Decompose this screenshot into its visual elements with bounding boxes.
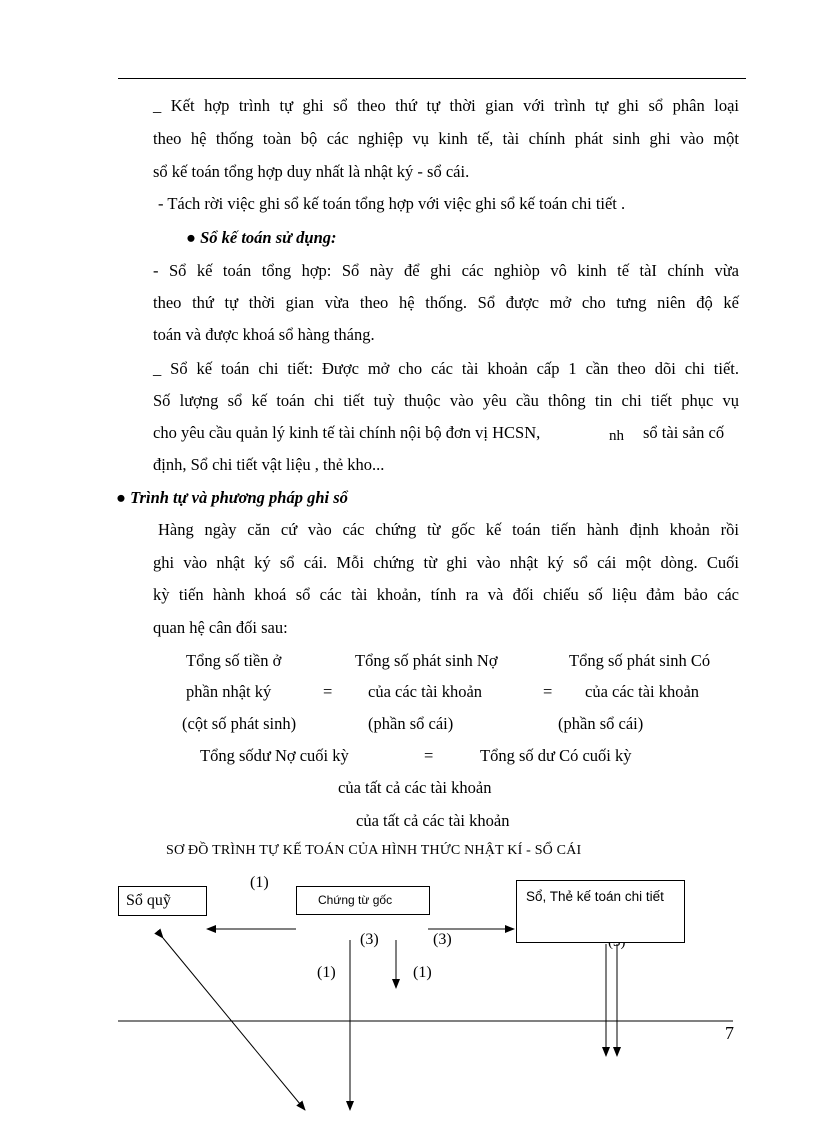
formula-1-col-b-line-3: (phần sổ cái) [368,714,454,733]
paragraph-4-line-3c: sổ tài sản cố [643,423,725,442]
box-so-quy-label: Sổ quỹ [126,892,171,909]
formula-1-col-c-line-3: (phần sổ cái) [558,714,644,733]
paragraph-3-line-1: - Sổ kế toán tổng hợp: Sổ này để ghi các nghiòp vô kinh tế tàI chính vừa [153,261,739,280]
paragraph-4-line-2: Số lượng sổ kế toán chi tiết tuỳ thuộc vào yêu cầu thông tin chi tiết phục vụ [153,391,739,410]
formula-2-sub-2: của tất cả các tài khoản [356,811,510,830]
formula-1-col-a-line-3: (cột số phát sinh) [182,714,297,733]
paragraph-4-line-3b: nh [609,428,624,444]
formula-1-equals-1: = [323,682,333,701]
paragraph-5-line-2: ghi vào nhật ký sổ cái. Mỗi chứng từ ghi vào nhật ký sổ cái một dòng. Cuối [153,553,739,572]
label-1-right: (1) [413,964,432,981]
paragraph-1-line-1: _ Kết hợp trình tự ghi sổ theo thứ tự thời gian với trình tự ghi sổ phân loại [153,96,739,115]
box-so-the-label: Sổ, Thẻ kế toán chi tiết [526,889,664,904]
box-chung-tu-goc [296,886,430,915]
paragraph-5-line-4: quan hệ cân đối sau: [153,618,288,637]
paragraph-1-line-3: sổ kế toán tổng hợp duy nhất là nhật ký - sổ cái. [153,162,470,181]
page-number: 7 [725,1023,734,1043]
paragraph-2: - Tách rời việc ghi sổ kế toán tổng hợp với việc ghi sổ kế toán chi tiết . [158,194,626,213]
formula-2-right: Tổng số dư Có cuối kỳ [480,746,632,765]
box-so-the-ke-toan-chi-tiet [516,880,685,943]
formula-1-col-b-line-2: của các tài khoản [368,682,483,701]
formula-2-left: Tổng sốdư Nợ cuối kỳ [200,746,349,765]
section-heading-accounting-books: ● Sổ kế toán sử dụng: [186,228,337,247]
formula-1-col-c-line-1: Tổng số phát sinh Có [569,651,711,670]
formula-2-sub-1: của tất cả các tài khoản [338,778,492,797]
diagram-title: SƠ ĐỒ TRÌNH TỰ KẾ TOÁN CỦA HÌNH THỨC NHẬT KÍ - SỔ CÁI [166,843,582,858]
formula-1-col-a-line-1: Tổng số tiền ở [186,651,282,670]
paragraph-4-line-3a: cho yêu cầu quản lý kinh tế tài chính nội bộ đơn vị HCSN, [153,423,541,442]
paragraph-4-line-4: định, Sổ chi tiết vật liệu , thẻ kho... [153,455,385,474]
diagonal-arrow-line [163,938,305,1110]
formula-2-equals: = [424,746,434,765]
label-3-left: (3) [360,931,379,948]
box-chung-tu-goc-label: Chứng từ gốc [318,893,393,907]
formula-1-col-b-line-1: Tổng số phát sinh Nợ [355,651,498,670]
label-1-left: (1) [317,964,336,981]
label-1-top: (1) [250,874,269,891]
formula-1-col-a-line-2: phần nhật ký [186,682,272,701]
formula-1-equals-2: = [543,682,553,701]
paragraph-1-line-2: theo hệ thống toàn bộ các nghiệp vụ kinh tế, tài chính phát sinh ghi vào một [153,129,739,148]
paragraph-5-line-3: kỳ tiến hành khoá sổ các tài khoản, tính ra và đối chiếu số liệu đảm bảo các [153,585,739,604]
paragraph-3-line-3: toán và được khoá sổ hàng tháng. [153,325,375,344]
formula-1-col-c-line-2: của các tài khoản [585,682,700,701]
paragraph-4-line-1: _ Sổ kế toán chi tiết: Được mở cho các tài khoản cấp 1 cần theo dõi chi tiết. [153,359,739,378]
box-so-quy [118,886,207,916]
paragraph-5-line-1: Hàng ngày căn cứ vào các chứng từ gốc kế toán tiến hành định khoản rồi [158,520,739,539]
paragraph-3-line-2: theo thứ tự thời gian vừa theo hệ thống. Sổ được mở cho tưng niên độ kế [153,293,739,312]
section-heading-procedure: ● Trình tự và phương pháp ghi sổ [116,488,348,507]
label-3-right: (3) [433,931,452,948]
